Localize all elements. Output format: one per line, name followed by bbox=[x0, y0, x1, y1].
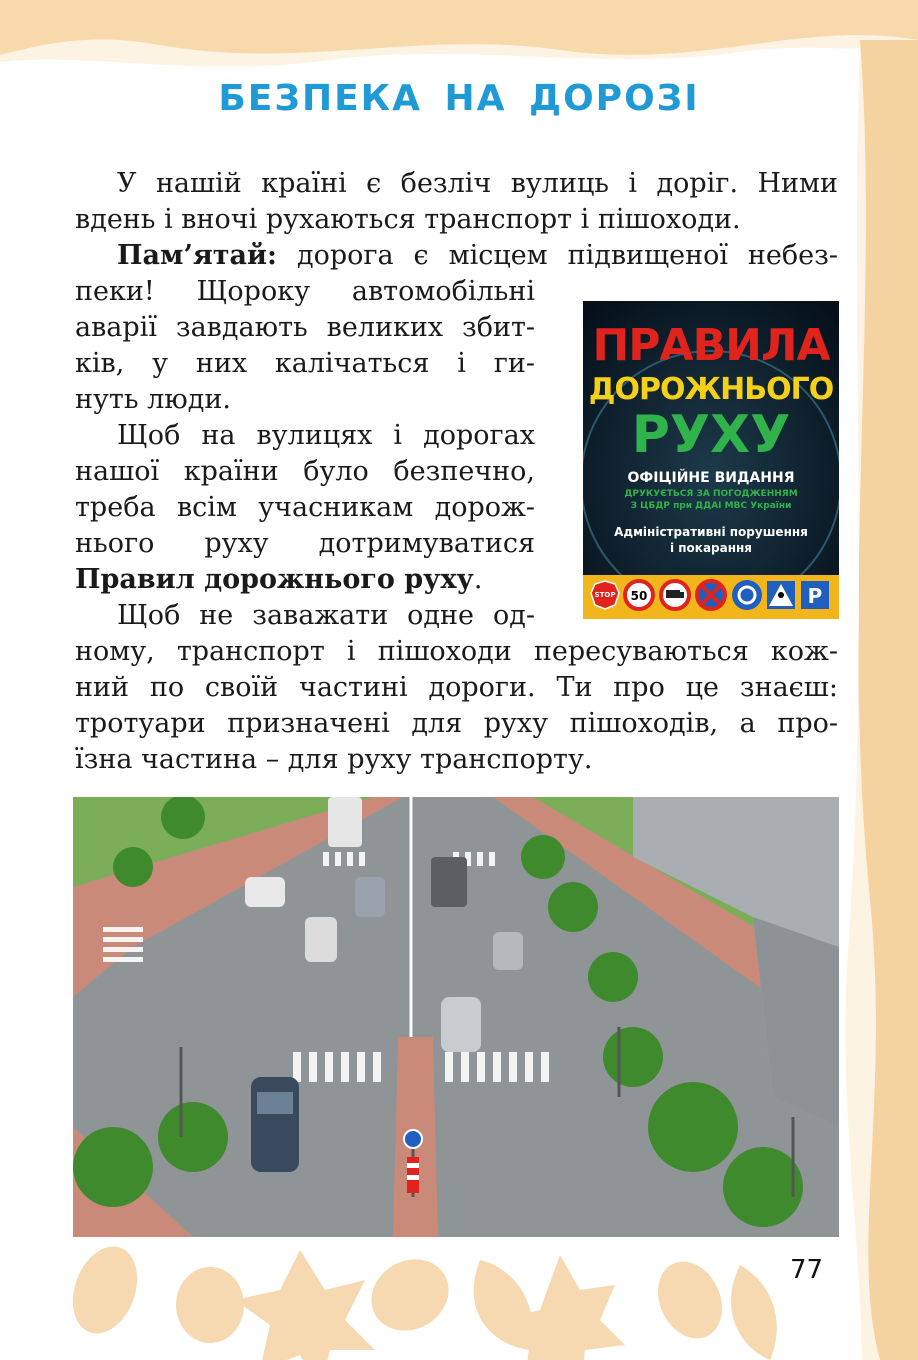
text-line: треба всім учасникам дорож- bbox=[75, 492, 535, 523]
paragraph-intro bbox=[75, 166, 838, 238]
text-line: Пам’ятай: дорога є місцем підвищеної небез- bbox=[117, 240, 838, 271]
text-line: Щоб не заважати одне од- bbox=[117, 600, 535, 631]
book-printed-1: ДРУКУЄТЬСЯ ЗА ПОГОДЖЕННЯМ bbox=[624, 489, 798, 499]
page-number: 77 bbox=[790, 1255, 824, 1285]
roundabout-sign-icon bbox=[732, 580, 762, 610]
text-line: Правил дорожнього руху. bbox=[75, 564, 483, 595]
rules-name: Правил дорожнього руху bbox=[75, 564, 474, 595]
paragraph-remember bbox=[75, 238, 838, 274]
stop-sign-label: STOP bbox=[594, 591, 616, 599]
intersection-illustration bbox=[73, 797, 839, 1237]
car-icon bbox=[305, 917, 337, 962]
paragraph-sidewalks bbox=[75, 598, 535, 634]
book-printed-2: З ЦБДР при ДДАІ МВС України bbox=[630, 501, 792, 511]
paragraph-rules bbox=[75, 418, 535, 598]
speed-limit-label: 50 bbox=[630, 589, 648, 603]
car-icon bbox=[245, 877, 285, 907]
text-line: їзна частина – для руху транспорту. bbox=[75, 744, 593, 775]
book-title-3: РУХУ bbox=[631, 405, 791, 465]
car-icon bbox=[441, 997, 481, 1052]
bus-icon bbox=[328, 797, 362, 847]
text-line: вдень і вночі рухаються транспорт і пішоходи. bbox=[75, 204, 741, 235]
text-line: нього руху дотримуватися bbox=[75, 528, 535, 559]
text-line: нуть люди. bbox=[75, 384, 231, 415]
no-stopping-sign-icon bbox=[697, 581, 725, 609]
book-title-1: ПРАВИЛА bbox=[592, 320, 830, 371]
text-line: тротуари призначені для руху пішоходів, а про- bbox=[75, 708, 838, 739]
truck-icon bbox=[431, 857, 467, 907]
car-icon bbox=[251, 1077, 299, 1172]
text-line: аварії завдають великих збит- bbox=[75, 312, 535, 343]
car-icon bbox=[493, 932, 523, 970]
paragraph-sidewalks-cont bbox=[75, 634, 838, 778]
text-line: Щоб на вулицях і дорогах bbox=[117, 420, 535, 451]
text-line: ному, транспорт і пішоходи пересуваються кож- bbox=[75, 636, 838, 667]
crosswalk-sign-icon bbox=[767, 581, 795, 609]
text-line: нашої країни було безпечно, bbox=[75, 456, 535, 487]
text-line: У нашій країні є безліч вулиць і доріг. Ними bbox=[117, 168, 838, 199]
street-scene bbox=[73, 797, 839, 1237]
no-trucks-sign-icon bbox=[661, 581, 689, 609]
car-icon bbox=[355, 877, 385, 917]
text-line: пеки! Щороку автомобільні bbox=[75, 276, 535, 307]
page-title: БЕЗПЕКА НА ДОРОЗІ bbox=[218, 78, 700, 119]
paragraph-remember-cont bbox=[75, 274, 535, 418]
remember-label: Пам’ятай: bbox=[117, 240, 278, 271]
book-title-2: ДОРОЖНЬОГО bbox=[588, 372, 834, 407]
book-extra-1: Адміністративні порушення bbox=[614, 525, 808, 539]
text-line: ний по своїй частині дороги. Ти про це знаєш: bbox=[75, 672, 838, 703]
text-line: ків, у них калічаться і ги- bbox=[75, 348, 535, 379]
traffic-rules-book-cover bbox=[583, 301, 839, 619]
book-extra-2: і покарання bbox=[669, 541, 753, 555]
parking-sign-label: P bbox=[807, 584, 823, 608]
road-signs-strip bbox=[583, 575, 839, 619]
book-edition: ОФІЦІЙНЕ ВИДАННЯ bbox=[627, 470, 795, 486]
